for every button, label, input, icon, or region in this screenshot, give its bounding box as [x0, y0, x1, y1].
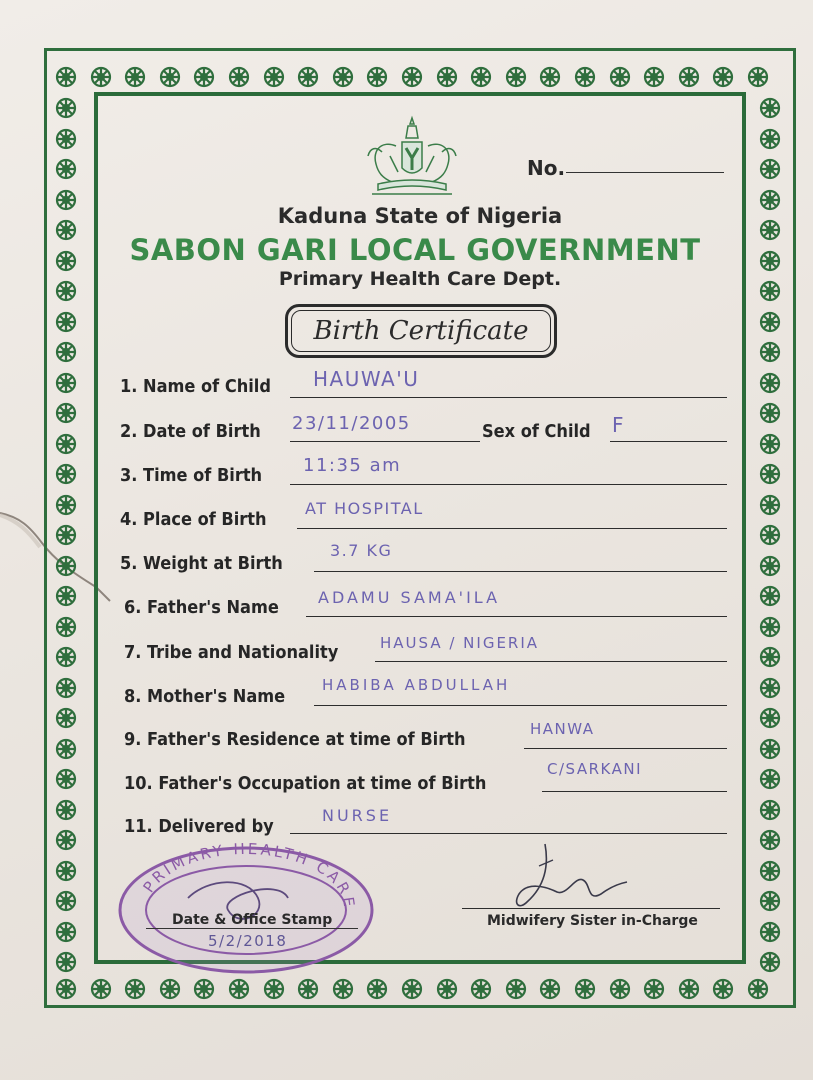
- field-value-tribe-nationality: HAUSA / NIGERIA: [380, 634, 540, 652]
- field-label-fathers-occupation: 10. Father's Occupation at time of Birth: [124, 773, 487, 794]
- field-label-mothers-name: 8. Mother's Name: [124, 686, 286, 707]
- rosette-icon: [642, 977, 666, 1001]
- rosette-icon: [677, 65, 701, 89]
- rosette-icon: [54, 859, 78, 883]
- rosette-icon: [758, 828, 782, 852]
- rosette-icon: [262, 65, 286, 89]
- field-label-time-of-birth: 3. Time of Birth: [120, 465, 263, 486]
- field-value-sex-of-child: F: [612, 413, 626, 437]
- rosette-icon: [54, 584, 78, 608]
- stamp-label-line: [146, 928, 358, 929]
- certificate-title: Birth Certificate: [291, 310, 551, 352]
- field-line-mothers-name: [314, 705, 727, 706]
- field-value-weight-at-birth: 3.7 KG: [330, 541, 393, 560]
- rosette-icon: [54, 828, 78, 852]
- rosette-icon: [435, 65, 459, 89]
- rosette-icon: [746, 65, 770, 89]
- rosette-icon: [711, 65, 735, 89]
- field-line-sex-of-child: [610, 441, 727, 442]
- field-value-time-of-birth: 11:35 am: [303, 455, 402, 476]
- rosette-icon: [54, 462, 78, 486]
- rosette-icon: [262, 977, 286, 1001]
- field-label-fathers-residence: 9. Father's Residence at time of Birth: [124, 729, 466, 750]
- certificate-number-line: [566, 172, 724, 173]
- rosette-icon: [758, 127, 782, 151]
- rosette-icon: [54, 310, 78, 334]
- rosette-icon: [227, 977, 251, 1001]
- field-line-place-of-birth: [297, 528, 727, 529]
- rosette-icon: [538, 65, 562, 89]
- rosette-icon: [158, 65, 182, 89]
- rosette-icon: [758, 706, 782, 730]
- rosette-icon: [758, 96, 782, 120]
- rosette-icon: [54, 371, 78, 395]
- rosette-icon: [89, 977, 113, 1001]
- rosette-icon: [54, 65, 78, 89]
- field-line-fathers-name: [306, 616, 727, 617]
- rosette-icon: [677, 977, 701, 1001]
- certificate-number-label: No.: [527, 156, 566, 180]
- field-label-weight-at-birth: 5. Weight at Birth: [120, 553, 283, 574]
- field-value-date-of-birth: 23/11/2005: [292, 413, 411, 434]
- stamp-label: Date & Office Stamp: [172, 912, 333, 928]
- field-label-sex-of-child: Sex of Child: [482, 421, 591, 442]
- field-value-fathers-name: ADAMU SAMA'ILA: [318, 588, 501, 607]
- rosette-icon: [758, 340, 782, 364]
- rosette-icon: [365, 977, 389, 1001]
- field-value-fathers-occupation: C/SARKANI: [547, 760, 642, 778]
- rosette-icon: [296, 65, 320, 89]
- field-line-date-of-birth: [290, 441, 480, 442]
- rosette-icon: [758, 737, 782, 761]
- field-label-date-of-birth: 2. Date of Birth: [120, 421, 261, 442]
- rosette-icon: [54, 127, 78, 151]
- field-label-delivered-by: 11. Delivered by: [124, 816, 274, 837]
- rosette-icon: [296, 977, 320, 1001]
- rosette-icon: [746, 977, 770, 1001]
- rosette-icon: [54, 977, 78, 1001]
- rosette-icon: [758, 310, 782, 334]
- rosette-icon: [365, 65, 389, 89]
- rosette-icon: [758, 859, 782, 883]
- rosette-icon: [758, 523, 782, 547]
- rosette-icon: [54, 432, 78, 456]
- certificate-title-box: [285, 304, 557, 358]
- field-line-delivered-by: [290, 833, 727, 834]
- rosette-icon: [758, 371, 782, 395]
- rosette-icon: [192, 977, 216, 1001]
- stamp-ring-text: PRIMARY HEALTH CARE: [139, 839, 359, 911]
- field-value-mothers-name: HABIBA ABDULLAH: [322, 676, 511, 694]
- rosette-icon: [54, 615, 78, 639]
- rosette-icon: [54, 706, 78, 730]
- rosette-icon: [227, 65, 251, 89]
- rosette-icon: [54, 645, 78, 669]
- rosette-icon: [608, 65, 632, 89]
- rosette-icon: [54, 554, 78, 578]
- rosette-icon: [758, 767, 782, 791]
- rosette-icon: [54, 340, 78, 364]
- rosette-icon: [400, 977, 424, 1001]
- rosette-icon: [54, 523, 78, 547]
- rosette-icon: [758, 493, 782, 517]
- rosette-icon: [54, 493, 78, 517]
- department-heading: Primary Health Care Dept.: [278, 268, 562, 290]
- rosette-icon: [435, 977, 459, 1001]
- rosette-icon: [54, 96, 78, 120]
- field-line-time-of-birth: [290, 484, 727, 485]
- field-label-place-of-birth: 4. Place of Birth: [120, 509, 267, 530]
- office-stamp: [108, 838, 383, 978]
- rosette-icon: [573, 977, 597, 1001]
- rosette-icon: [758, 615, 782, 639]
- rosette-icon: [469, 65, 493, 89]
- rosette-icon: [400, 65, 424, 89]
- rosette-icon: [54, 676, 78, 700]
- rosette-icon: [54, 401, 78, 425]
- field-value-place-of-birth: AT HOSPITAL: [305, 499, 424, 518]
- field-line-name-of-child: [290, 397, 727, 398]
- rosette-icon: [758, 889, 782, 913]
- rosette-icon: [504, 65, 528, 89]
- field-value-name-of-child: HAUWA'U: [313, 367, 420, 391]
- rosette-icon: [608, 977, 632, 1001]
- rosette-icon: [758, 401, 782, 425]
- rosette-icon: [89, 65, 113, 89]
- midwife-label: Midwifery Sister in-Charge: [487, 913, 698, 929]
- rosette-icon: [54, 798, 78, 822]
- rosette-icon: [54, 889, 78, 913]
- rosette-icon: [54, 737, 78, 761]
- rosette-icon: [758, 554, 782, 578]
- rosette-icon: [54, 920, 78, 944]
- field-value-delivered-by: NURSE: [322, 806, 393, 825]
- rosette-icon: [192, 65, 216, 89]
- field-line-fathers-occupation: [542, 791, 727, 792]
- rosette-icon: [573, 65, 597, 89]
- rosette-icon: [123, 65, 147, 89]
- stamp-date: 5/2/2018: [208, 932, 288, 950]
- rosette-icon: [538, 977, 562, 1001]
- rosette-icon: [758, 950, 782, 974]
- rosette-icon: [758, 462, 782, 486]
- rosette-icon: [758, 798, 782, 822]
- rosette-icon: [54, 767, 78, 791]
- rosette-icon: [758, 920, 782, 944]
- field-label-tribe-nationality: 7. Tribe and Nationality: [124, 642, 339, 663]
- rosette-icon: [469, 977, 493, 1001]
- rosette-icon: [504, 977, 528, 1001]
- lga-heading: SABON GARI LOCAL GOVERNMENT: [129, 233, 701, 267]
- field-line-tribe-nationality: [375, 661, 727, 662]
- field-label-fathers-name: 6. Father's Name: [124, 597, 279, 618]
- midwife-signature-line: [462, 908, 720, 909]
- signature-mark: [505, 836, 630, 912]
- rosette-icon: [758, 432, 782, 456]
- rosette-icon: [331, 977, 355, 1001]
- rosette-icon: [54, 157, 78, 181]
- rosette-icon: [54, 950, 78, 974]
- rosette-icon: [758, 645, 782, 669]
- field-line-weight-at-birth: [314, 571, 727, 572]
- rosette-icon: [711, 977, 735, 1001]
- coat-of-arms-icon: [352, 112, 472, 204]
- rosette-icon: [642, 65, 666, 89]
- field-label-name-of-child: 1. Name of Child: [120, 376, 271, 397]
- rosette-icon: [123, 977, 147, 1001]
- rosette-icon: [758, 584, 782, 608]
- rosette-icon: [758, 157, 782, 181]
- field-line-fathers-residence: [524, 748, 727, 749]
- state-heading: Kaduna State of Nigeria: [277, 204, 563, 228]
- rosette-icon: [158, 977, 182, 1001]
- rosette-icon: [758, 676, 782, 700]
- rosette-icon: [331, 65, 355, 89]
- field-value-fathers-residence: HANWA: [530, 720, 595, 738]
